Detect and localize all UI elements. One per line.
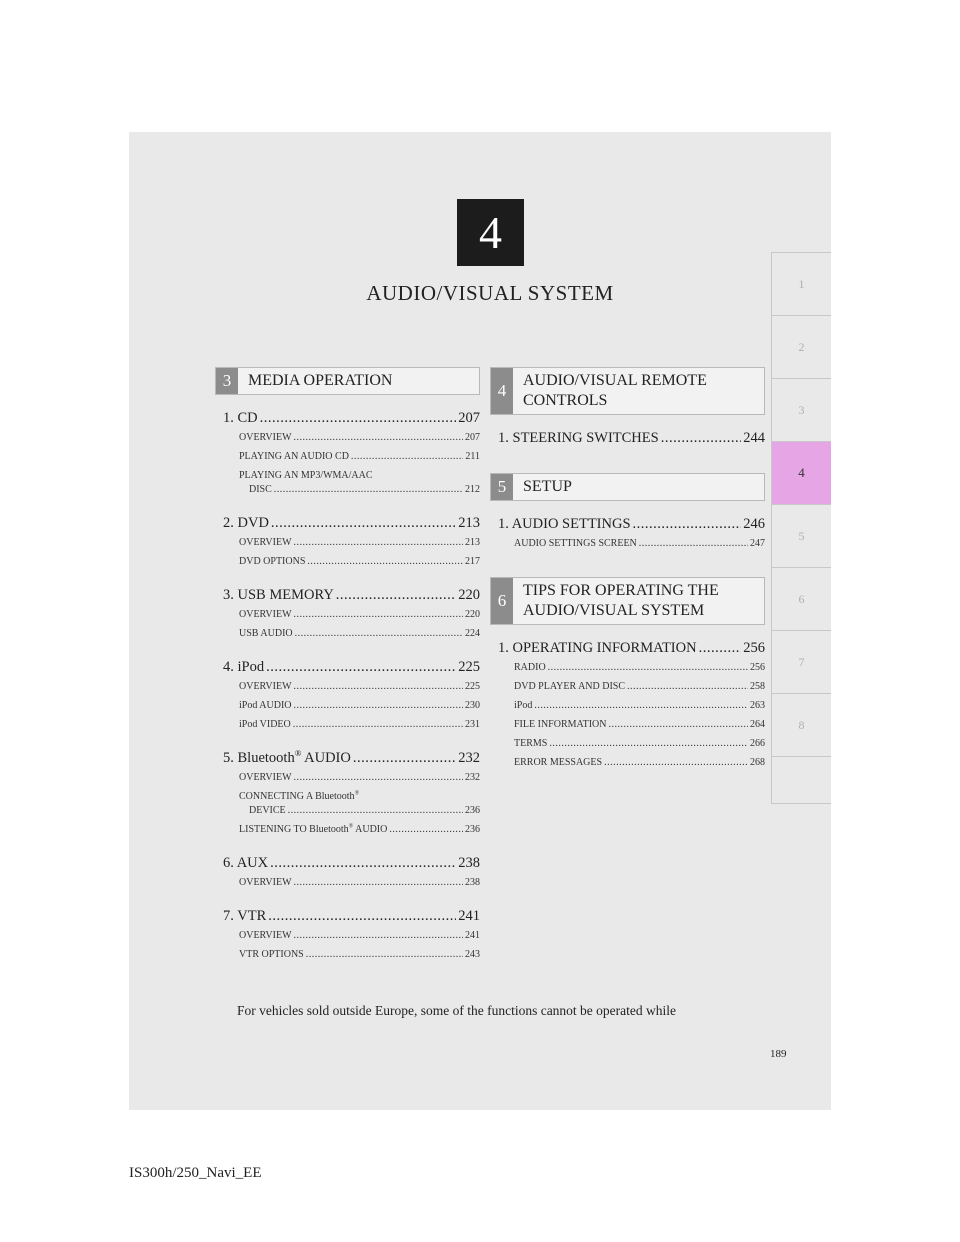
- toc-subentry[interactable]: [215, 718, 480, 732]
- entry-page: 247: [750, 538, 765, 549]
- subentry-row: [239, 483, 480, 497]
- toc-entry[interactable]: [490, 515, 765, 533]
- toc-subentry[interactable]: [215, 536, 480, 550]
- entry-label: OVERVIEW: [239, 877, 292, 888]
- dot-leader: [294, 929, 463, 943]
- dot-leader: [294, 876, 463, 890]
- chapter-tab-3[interactable]: 3: [771, 379, 831, 442]
- dot-leader: [336, 586, 456, 604]
- entry-page: 268: [750, 757, 765, 768]
- chapter-tab-8[interactable]: 8: [771, 694, 831, 757]
- chapter-tab-6[interactable]: 6: [771, 568, 831, 631]
- entry-page: 217: [465, 556, 480, 567]
- document-id: IS300h/250_Navi_EE: [129, 1165, 262, 1181]
- toc-entry[interactable]: [215, 514, 480, 532]
- dot-leader: [274, 483, 463, 497]
- entry-page: 256: [750, 662, 765, 673]
- entry-label: ERROR MESSAGES: [514, 757, 603, 768]
- dot-leader: [353, 749, 456, 767]
- dot-leader: [294, 431, 463, 445]
- entry-page: 231: [465, 719, 480, 730]
- chapter-number-box: [457, 199, 524, 266]
- right-column: [490, 367, 765, 775]
- dot-leader: [639, 537, 748, 551]
- dot-leader: [306, 948, 463, 962]
- toc-subentry[interactable]: [490, 537, 765, 551]
- entry-label: OVERVIEW: [239, 432, 292, 443]
- section-title: AUDIO/VISUAL REMOTE CONTROLS: [523, 372, 707, 409]
- dot-leader: [294, 536, 463, 550]
- entry-label: PLAYING AN AUDIO CD: [239, 451, 349, 462]
- toc-subentry[interactable]: [215, 948, 480, 962]
- section-title: SETUP: [523, 478, 572, 495]
- dot-leader: [604, 756, 748, 770]
- entry-page: 232: [465, 772, 480, 783]
- entry-label: VTR OPTIONS: [239, 949, 304, 960]
- toc-entry[interactable]: [215, 658, 480, 676]
- dot-leader: [549, 737, 748, 751]
- entry-label: DVD OPTIONS: [239, 556, 306, 567]
- entry-page: 236: [465, 805, 480, 816]
- dot-leader: [270, 854, 456, 872]
- toc-subentry[interactable]: [215, 608, 480, 622]
- dot-leader: [661, 429, 742, 447]
- dot-leader: [307, 555, 463, 569]
- toc-subentry[interactable]: [490, 680, 765, 694]
- toc-entry[interactable]: [215, 586, 480, 604]
- chapter-tab-5[interactable]: 5: [771, 505, 831, 568]
- entry-page: 241: [465, 930, 480, 941]
- entry-label: 1. CD: [223, 410, 258, 426]
- toc-subentry[interactable]: [215, 790, 480, 818]
- dot-leader: [293, 718, 463, 732]
- entry-label-cont: DEVICE: [249, 805, 286, 816]
- toc-subentry[interactable]: [215, 699, 480, 713]
- entry-label: 1. STEERING SWITCHES: [498, 430, 659, 446]
- dot-leader: [627, 680, 748, 694]
- section-header: [490, 577, 765, 625]
- entry-page: 256: [743, 640, 765, 656]
- section-number: 3: [216, 368, 238, 394]
- dot-leader: [295, 627, 463, 641]
- section-header: [490, 367, 765, 415]
- entry-label: 2. DVD: [223, 515, 269, 531]
- entry-page: 224: [465, 628, 480, 639]
- section-entries: [490, 429, 765, 447]
- entry-page: 236: [465, 824, 480, 835]
- toc-subentry[interactable]: [215, 431, 480, 445]
- dot-leader: [294, 771, 463, 785]
- entry-label: 1. AUDIO SETTINGS: [498, 516, 631, 532]
- chapter-tab-2[interactable]: 2: [771, 316, 831, 379]
- toc-subentry[interactable]: [490, 699, 765, 713]
- entry-label: iPod: [514, 700, 533, 711]
- toc-entry[interactable]: [215, 409, 480, 427]
- dot-leader: [609, 718, 749, 732]
- left-entries: [215, 409, 480, 962]
- entry-page: 238: [465, 877, 480, 888]
- footnote: For vehicles sold outside Europe, some of the functions cannot be operated while: [237, 1003, 677, 1018]
- entry-label: 3. USB MEMORY: [223, 587, 334, 603]
- entry-page: 212: [465, 484, 480, 495]
- toc-subentry[interactable]: [215, 450, 480, 464]
- entry-page: 225: [465, 681, 480, 692]
- entry-page: 246: [743, 516, 765, 532]
- dot-leader: [548, 661, 748, 675]
- toc-subentry[interactable]: [215, 680, 480, 694]
- entry-label: OVERVIEW: [239, 930, 292, 941]
- entry-page: 258: [750, 681, 765, 692]
- section-number: 6: [491, 578, 513, 624]
- dot-leader: [351, 450, 463, 464]
- entry-page: 232: [458, 750, 480, 766]
- dot-leader: [294, 608, 463, 622]
- entry-label: USB AUDIO: [239, 628, 293, 639]
- dot-leader: [389, 823, 463, 837]
- toc-subentry[interactable]: [215, 929, 480, 943]
- dot-leader: [288, 804, 463, 818]
- entry-label-cont: DISC: [249, 484, 272, 495]
- section-header: [490, 473, 765, 501]
- entry-page: 225: [458, 659, 480, 675]
- dot-leader: [294, 680, 463, 694]
- toc-subentry[interactable]: [490, 756, 765, 770]
- subentry-row: [239, 804, 480, 818]
- entry-label: OVERVIEW: [239, 772, 292, 783]
- entry-page: 220: [465, 609, 480, 620]
- dot-leader: [266, 658, 456, 676]
- entry-page: 238: [458, 855, 480, 871]
- toc-entry[interactable]: [215, 907, 480, 925]
- toc-subentry[interactable]: [215, 627, 480, 641]
- chapter-tab-1[interactable]: 1: [771, 252, 831, 316]
- section-entries: [490, 639, 765, 770]
- dot-leader: [534, 699, 748, 713]
- dot-leader: [294, 699, 463, 713]
- toc-subentry[interactable]: [215, 876, 480, 890]
- entry-label: 5. Bluetooth® AUDIO: [223, 748, 351, 766]
- chapter-tabs: [771, 252, 831, 804]
- entry-label: AUDIO SETTINGS SCREEN: [514, 538, 637, 549]
- entry-page: 211: [465, 451, 480, 462]
- chapter-tab-4[interactable]: 4: [771, 442, 831, 505]
- entry-label: 6. AUX: [223, 855, 269, 871]
- chapter-tab-blank[interactable]: [771, 757, 831, 804]
- entry-label: iPod VIDEO: [239, 719, 291, 730]
- toc-entry[interactable]: [215, 749, 480, 767]
- section-number: 5: [491, 474, 513, 500]
- toc-subentry[interactable]: [490, 718, 765, 732]
- section-number: 4: [491, 368, 513, 414]
- entry-page: 243: [465, 949, 480, 960]
- dot-leader: [271, 514, 456, 532]
- page-number: 189: [770, 1048, 787, 1060]
- toc-subentry[interactable]: [215, 771, 480, 785]
- entry-label: OVERVIEW: [239, 537, 292, 548]
- entry-page: 207: [465, 432, 480, 443]
- dot-leader: [633, 515, 742, 533]
- toc-entry[interactable]: [490, 639, 765, 657]
- entry-label: PLAYING AN MP3/WMA/AAC: [239, 470, 373, 481]
- section-title: MEDIA OPERATION: [248, 372, 393, 389]
- dot-leader: [699, 639, 742, 657]
- entry-label: FILE INFORMATION: [514, 719, 607, 730]
- chapter-tab-7[interactable]: 7: [771, 631, 831, 694]
- entry-label: CONNECTING A Bluetooth®: [239, 790, 360, 802]
- entry-page: 230: [465, 700, 480, 711]
- entry-label: 1. OPERATING INFORMATION: [498, 640, 697, 656]
- entry-page: 207: [458, 410, 480, 426]
- entry-label: OVERVIEW: [239, 681, 292, 692]
- entry-label: iPod AUDIO: [239, 700, 292, 711]
- section-title: TIPS FOR OPERATING THE AUDIO/VISUAL SYSTEM: [523, 582, 719, 619]
- toc-entry[interactable]: [215, 854, 480, 872]
- entry-label: LISTENING TO Bluetooth® AUDIO: [239, 823, 388, 835]
- dot-leader: [260, 409, 457, 427]
- entry-page: 213: [458, 515, 480, 531]
- entry-page: 213: [465, 537, 480, 548]
- toc-subentry[interactable]: [215, 469, 480, 497]
- entry-page: 244: [743, 430, 765, 446]
- entry-page: 266: [750, 738, 765, 749]
- toc-subentry[interactable]: [490, 737, 765, 751]
- chapter-title: AUDIO/VISUAL SYSTEM: [366, 281, 614, 305]
- dot-leader: [268, 907, 456, 925]
- entry-label: RADIO: [514, 662, 546, 673]
- section-entries: [490, 515, 765, 551]
- entry-label: OVERVIEW: [239, 609, 292, 620]
- entry-page: 220: [458, 587, 480, 603]
- entry-label: 7. VTR: [223, 908, 267, 924]
- left-column: [215, 367, 480, 967]
- entry-page: 264: [750, 719, 765, 730]
- chapter-number: 4: [479, 207, 502, 258]
- toc-subentry[interactable]: [490, 661, 765, 675]
- toc-subentry[interactable]: [215, 823, 480, 837]
- entry-label: DVD PLAYER AND DISC: [514, 681, 626, 692]
- section-header-media-operation: [215, 367, 480, 395]
- toc-entry[interactable]: [490, 429, 765, 447]
- entry-page: 241: [458, 908, 480, 924]
- entry-label: TERMS: [514, 738, 548, 749]
- entry-label: 4. iPod: [223, 659, 265, 675]
- entry-page: 263: [750, 700, 765, 711]
- toc-subentry[interactable]: [215, 555, 480, 569]
